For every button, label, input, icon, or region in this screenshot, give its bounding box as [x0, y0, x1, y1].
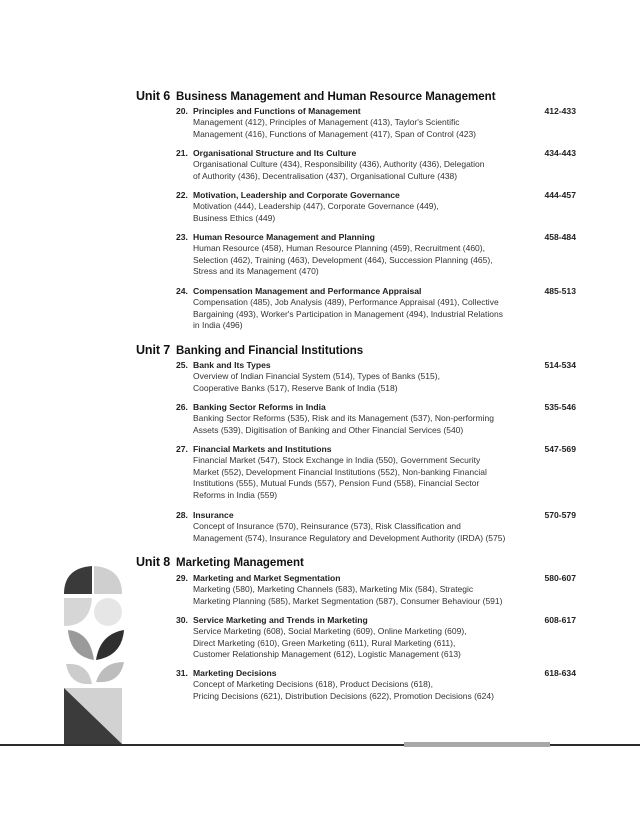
chapter-title: Human Resource Management and Planning [193, 232, 375, 242]
topic-line: Motivation (444), Leadership (447), Corporate Governance (449), [193, 201, 439, 211]
chapter-page-range: 514-534 [544, 360, 576, 370]
chapter-entry[interactable] [176, 232, 576, 278]
chapter-number: 28. [176, 510, 188, 520]
chapter-number: 21. [176, 148, 188, 158]
chapter-page-range: 458-484 [544, 232, 576, 242]
chapter-page-range: 535-546 [544, 402, 576, 412]
chapter-topics [193, 297, 531, 332]
topic-line: Pricing Decisions (621), Distribution Decisions (622), Promotion Decisions (624) [193, 690, 494, 701]
topic-line: Management (574), Insurance Regulatory and Development Authority (IRDA) (575) [193, 532, 506, 543]
chapter-title: Bank and Its Types [193, 360, 271, 370]
chapter-number: 24. [176, 286, 188, 296]
chapter-entry[interactable] [176, 573, 576, 607]
chapter-page-range: 618-634 [544, 668, 576, 678]
chapter-topics [193, 201, 531, 224]
topic-line: of Authority (436), Decentralisation (437), Organisational Culture (438) [193, 170, 458, 181]
chapter-entry[interactable] [176, 668, 576, 702]
chapter-topics [193, 584, 531, 607]
unit-number: Unit 7 [136, 343, 171, 357]
topic-line: Business Ethics (449) [193, 212, 276, 223]
chapter-topics [193, 159, 531, 182]
chapter-entry[interactable] [176, 510, 576, 544]
chapter-page-range: 485-513 [544, 286, 576, 296]
chapter-title: Principles and Functions of Management [193, 106, 361, 116]
unit-heading [136, 89, 576, 107]
topic-line: Management (416), Functions of Management (417), Span of Control (423) [193, 128, 477, 139]
topic-line: Banking Sector Reforms (535), Risk and its Management (537), Non-performing [193, 413, 494, 423]
topic-line: Human Resource (458), Human Resource Planning (459), Recruitment (460), [193, 243, 485, 253]
chapter-title: Marketing and Market Segmentation [193, 573, 341, 583]
unit-heading [136, 343, 576, 361]
topic-line: Compensation (485), Job Analysis (489), Performance Appraisal (491), Collective [193, 297, 499, 307]
topic-line: Marketing (580), Marketing Channels (583), Marketing Mix (584), Strategic [193, 584, 474, 594]
chapter-entry[interactable] [176, 190, 576, 224]
chapter-number: 25. [176, 360, 188, 370]
topic-line: in India (496) [193, 320, 243, 331]
topic-line: Institutions (555), Mutual Funds (557), Pension Fund (558), Financial Sector [193, 478, 480, 489]
chapter-entry[interactable] [176, 360, 576, 394]
chapter-title: Financial Markets and Institutions [193, 444, 332, 454]
chapter-number: 20. [176, 106, 188, 116]
chapter-page-range: 608-617 [544, 615, 576, 625]
chapter-number: 31. [176, 668, 188, 678]
chapter-topics [193, 521, 531, 544]
chapter-page-range: 444-457 [544, 190, 576, 200]
chapter-topics [193, 679, 531, 702]
topic-line: Customer Relationship Management (612), Logistic Management (613) [193, 649, 461, 660]
topic-line: Financial Market (547), Stock Exchange in India (550), Government Security [193, 455, 481, 465]
chapter-title: Compensation Management and Performance Appraisal [193, 286, 422, 296]
chapter-topics [193, 413, 531, 436]
chapter-entry[interactable] [176, 106, 576, 140]
unit-number: Unit 6 [136, 89, 171, 103]
chapter-number: 27. [176, 444, 188, 454]
topic-line: Service Marketing (608), Social Marketing (609), Online Marketing (609), [193, 626, 467, 636]
chapter-page-range: 412-433 [544, 106, 576, 116]
chapter-page-range: 434-443 [544, 148, 576, 158]
chapter-entry[interactable] [176, 148, 576, 182]
chapter-topics [193, 455, 531, 501]
chapter-page-range: 547-569 [544, 444, 576, 454]
topic-line: Market (552), Development Financial Institutions (552), Non-banking Financial [193, 466, 487, 477]
chapter-title: Motivation, Leadership and Corporate Governance [193, 190, 400, 200]
chapter-entry[interactable] [176, 615, 576, 661]
chapter-topics [193, 626, 531, 661]
unit-title: Banking and Financial Institutions [176, 345, 364, 357]
chapter-title: Marketing Decisions [193, 668, 277, 678]
topic-line: Bargaining (493), Worker's Participation in Management (494), Industrial Relations [193, 308, 503, 319]
chapter-title: Organisational Structure and Its Culture [193, 148, 357, 158]
chapter-title: Service Marketing and Trends in Marketing [193, 615, 368, 625]
topic-line: Marketing Planning (585), Market Segmentation (587), Consumer Behaviour (591) [193, 595, 503, 606]
footer-rule-accent [404, 742, 550, 747]
chapter-entry[interactable] [176, 402, 576, 436]
topic-line: Stress and its Management (470) [193, 266, 319, 277]
unit-heading [136, 555, 576, 573]
chapter-page-range: 570-579 [544, 510, 576, 520]
chapter-number: 29. [176, 573, 188, 583]
chapter-entry[interactable] [176, 444, 576, 501]
chapter-topics [193, 243, 531, 278]
unit-title: Business Management and Human Resource Management [176, 91, 496, 103]
unit-number: Unit 8 [136, 555, 171, 569]
topic-line: Selection (462), Training (463), Development (464), Succession Planning (465), [193, 254, 493, 265]
topic-line: Assets (539), Digitisation of Banking and Other Financial Services (540) [193, 424, 464, 435]
topic-line: Reforms in India (559) [193, 489, 278, 500]
topic-line: Organisational Culture (434), Responsibility (436), Authority (436), Delegation [193, 159, 485, 169]
chapter-title: Insurance [193, 510, 234, 520]
chapter-entry[interactable] [176, 286, 576, 332]
topic-line: Concept of Insurance (570), Reinsurance (573), Risk Classification and [193, 521, 461, 531]
chapter-number: 22. [176, 190, 188, 200]
unit-title: Marketing Management [176, 557, 304, 569]
topic-line: Concept of Marketing Decisions (618), Product Decisions (618), [193, 679, 433, 689]
chapter-topics [193, 371, 531, 394]
topic-line: Direct Marketing (610), Green Marketing (611), Rural Marketing (611), [193, 637, 456, 648]
chapter-number: 23. [176, 232, 188, 242]
chapter-number: 30. [176, 615, 188, 625]
chapter-topics [193, 117, 531, 140]
topic-line: Management (412), Principles of Management (413), Taylor's Scientific [193, 117, 460, 127]
chapter-title: Banking Sector Reforms in India [193, 402, 326, 412]
topic-line: Overview of Indian Financial System (514), Types of Banks (515), [193, 371, 440, 381]
chapter-page-range: 580-607 [544, 573, 576, 583]
chapter-number: 26. [176, 402, 188, 412]
decorative-leaf-graphic [60, 564, 130, 746]
topic-line: Cooperative Banks (517), Reserve Bank of India (518) [193, 382, 398, 393]
